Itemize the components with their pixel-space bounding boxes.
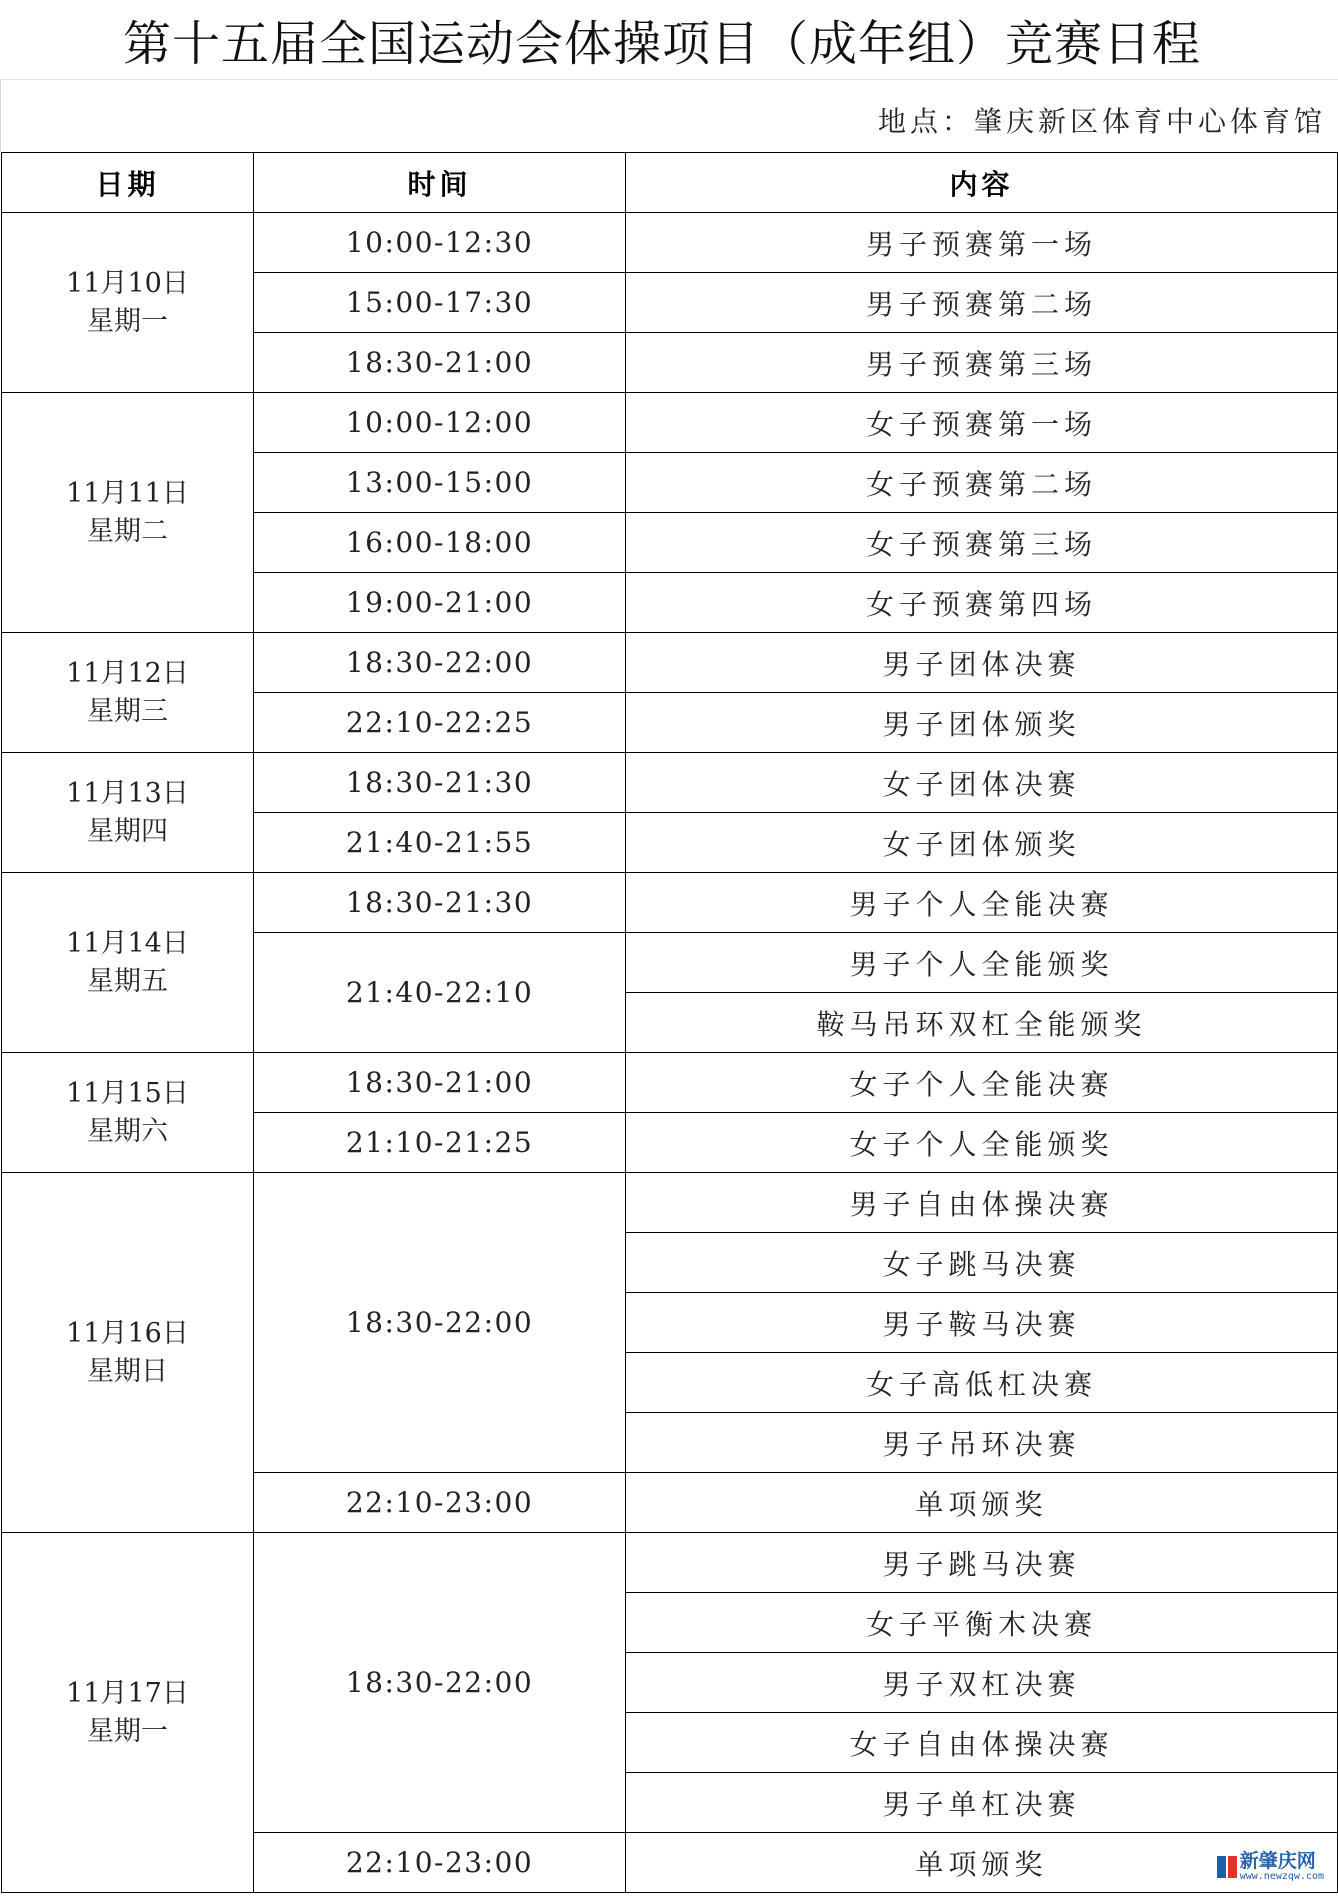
- weekday-text: 星期五: [87, 965, 168, 997]
- time-cell: 21:40-22:10: [254, 933, 626, 1053]
- time-cell: 13:00-15:00: [254, 453, 626, 513]
- event-cell: 女子预赛第四场: [626, 573, 1338, 633]
- event-cell: 女子预赛第一场: [626, 393, 1338, 453]
- event-cell: 女子个人全能颁奖: [626, 1113, 1338, 1173]
- date-cell: [2, 1053, 254, 1173]
- date-cell: [2, 1533, 254, 1893]
- event-cell: 男子双杠决赛: [626, 1653, 1338, 1713]
- table-row: [2, 873, 1338, 933]
- date-text: 11月14日: [66, 927, 189, 959]
- time-cell: 21:10-21:25: [254, 1113, 626, 1173]
- weekday-text: 星期日: [87, 1355, 168, 1387]
- event-cell: 女子高低杠决赛: [626, 1353, 1338, 1413]
- time-cell: 18:30-21:30: [254, 753, 626, 813]
- date-text: 11月13日: [66, 777, 189, 809]
- date-text: 11月15日: [66, 1077, 189, 1109]
- table-row: [2, 1173, 1338, 1233]
- time-cell: 19:00-21:00: [254, 573, 626, 633]
- event-cell: 女子预赛第二场: [626, 453, 1338, 513]
- logo-name: 新肇庆网: [1239, 1850, 1316, 1872]
- event-cell: 单项颁奖: [626, 1833, 1338, 1893]
- event-cell: 男子鞍马决赛: [626, 1293, 1338, 1353]
- date-cell: [2, 213, 254, 393]
- event-cell: 男子预赛第二场: [626, 273, 1338, 333]
- weekday-text: 星期一: [87, 1715, 168, 1747]
- title-bar: [0, 0, 1338, 80]
- schedule-body: [2, 213, 1338, 1893]
- event-cell: 女子团体颁奖: [626, 813, 1338, 873]
- date-text: 11月12日: [66, 657, 189, 689]
- header-date: 日期: [2, 153, 254, 213]
- date-text: 11月11日: [66, 477, 189, 509]
- time-cell: 22:10-22:25: [254, 693, 626, 753]
- schedule-table: [1, 152, 1338, 1893]
- date-text: 11月16日: [66, 1317, 189, 1349]
- weekday-text: 星期一: [87, 305, 168, 337]
- event-cell: 男子团体决赛: [626, 633, 1338, 693]
- event-cell: 女子自由体操决赛: [626, 1713, 1338, 1773]
- event-cell: 男子个人全能颁奖: [626, 933, 1338, 993]
- event-cell: 女子个人全能决赛: [626, 1053, 1338, 1113]
- date-cell: [2, 393, 254, 633]
- header-event: 内容: [626, 153, 1338, 213]
- event-cell: 男子个人全能决赛: [626, 873, 1338, 933]
- page-title: 第十五届全国运动会体操项目（成年组）竞赛日程: [122, 16, 1201, 72]
- event-cell: 男子单杠决赛: [626, 1773, 1338, 1833]
- table-row: [2, 1533, 1338, 1593]
- time-cell: 15:00-17:30: [254, 273, 626, 333]
- table-row: [2, 633, 1338, 693]
- event-cell: 男子预赛第三场: [626, 333, 1338, 393]
- watermark-logo: [1217, 1852, 1324, 1882]
- time-cell: 10:00-12:30: [254, 213, 626, 273]
- event-cell: 女子跳马决赛: [626, 1233, 1338, 1293]
- date-cell: [2, 633, 254, 753]
- time-cell: 16:00-18:00: [254, 513, 626, 573]
- event-cell: 男子跳马决赛: [626, 1533, 1338, 1593]
- date-cell: [2, 1173, 254, 1533]
- logo-text: [1240, 1852, 1324, 1882]
- logo-url: www.newzqw.com: [1239, 1871, 1324, 1882]
- event-cell: 女子平衡木决赛: [626, 1593, 1338, 1653]
- date-cell: [2, 873, 254, 1053]
- time-cell: 18:30-21:00: [254, 333, 626, 393]
- event-cell: 男子预赛第一场: [626, 213, 1338, 273]
- venue-bar: [0, 80, 1338, 152]
- time-cell: 22:10-23:00: [254, 1473, 626, 1533]
- time-cell: 18:30-21:00: [254, 1053, 626, 1113]
- table-row: [2, 753, 1338, 813]
- weekday-text: 星期六: [87, 1115, 168, 1147]
- weekday-text: 星期四: [87, 815, 168, 847]
- time-cell: 21:40-21:55: [254, 813, 626, 873]
- event-cell: 单项颁奖: [626, 1473, 1338, 1533]
- event-cell: 男子团体颁奖: [626, 693, 1338, 753]
- event-cell: 鞍马吊环双杠全能颁奖: [626, 993, 1338, 1053]
- time-cell: 10:00-12:00: [254, 393, 626, 453]
- time-cell: 18:30-22:00: [254, 1173, 626, 1473]
- header-time: 时间: [254, 153, 626, 213]
- event-cell: 男子自由体操决赛: [626, 1173, 1338, 1233]
- time-cell: 18:30-22:00: [254, 633, 626, 693]
- date-text: 11月17日: [66, 1677, 189, 1709]
- date-cell: [2, 753, 254, 873]
- event-cell: 男子吊环决赛: [626, 1413, 1338, 1473]
- time-cell: 18:30-22:00: [254, 1533, 626, 1833]
- date-text: 11月10日: [66, 267, 189, 299]
- venue-text: 地点：肇庆新区体育中心体育馆: [877, 105, 1326, 138]
- table-row: [2, 1053, 1338, 1113]
- time-cell: 18:30-21:30: [254, 873, 626, 933]
- logo-mark-icon: [1217, 1854, 1237, 1880]
- table-row: [2, 393, 1338, 453]
- time-cell: 22:10-23:00: [254, 1833, 626, 1893]
- event-cell: 女子预赛第三场: [626, 513, 1338, 573]
- weekday-text: 星期三: [87, 695, 168, 727]
- weekday-text: 星期二: [87, 515, 168, 547]
- event-cell: 女子团体决赛: [626, 753, 1338, 813]
- table-row: [2, 213, 1338, 273]
- header-row: [2, 153, 1338, 213]
